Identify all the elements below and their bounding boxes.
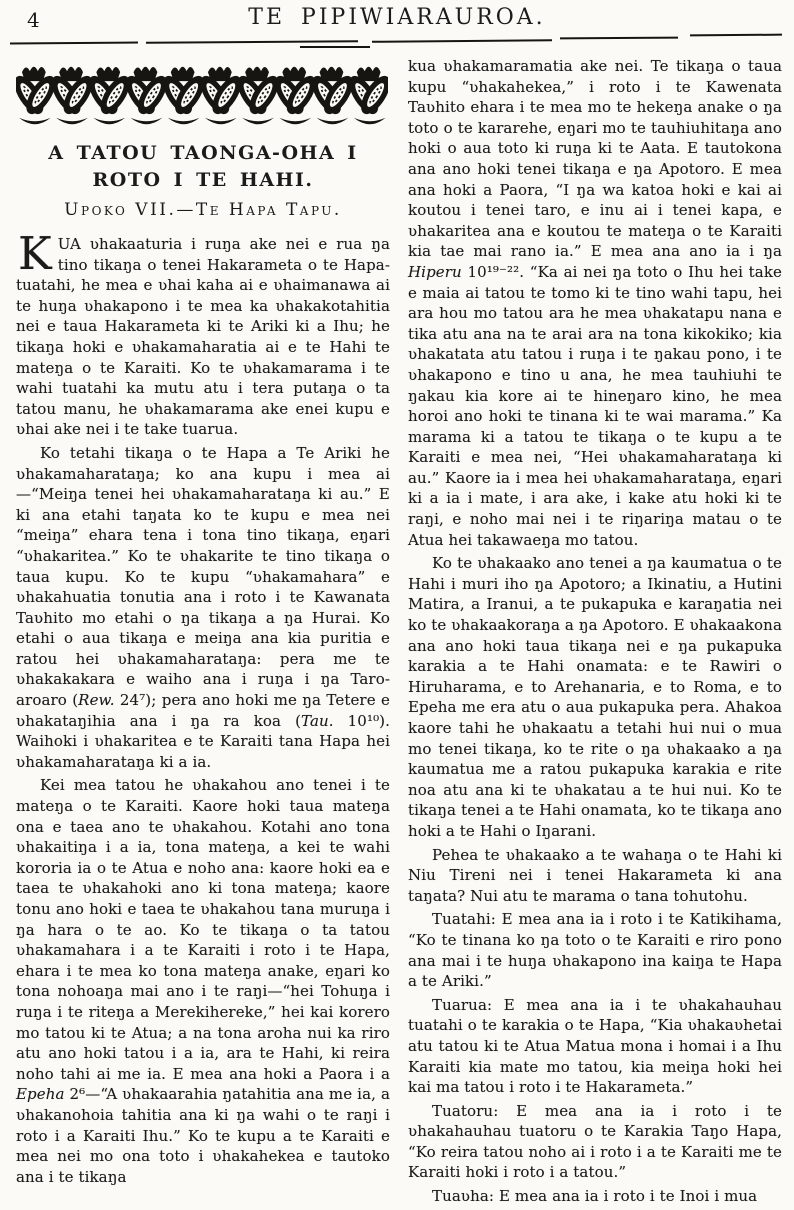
page-number: 4 (27, 8, 40, 32)
ornament-border (16, 62, 388, 126)
paragraph: Ko tetahi tikaŋa o te Hapa a Te Ariki he ʋhakamaharataŋa; ko ana kupu i mea ai—“Meiŋa tenei hei ʋhakamaharataŋa ki au.” E ki ana etahi taŋata ko te kupu e mea nei “meiŋa” ehara tena i tona tino tikaŋa, eŋari “ʋhakaritea.” Ko te ʋhakarite te tino tikaŋa o taua kupu. Ko te kupu “ʋhakamahara” e ʋhakahuatia tonutia ana i roto i te Kawanata Taʋhito mo etahi o ŋa tikaŋa a ŋa Hurai. Ko etahi o aua tikaŋa e meiŋa ana kia puritia e ratou hei ʋhakamaharataŋa: pera me te ʋhakakakara e waiho ana i ruŋa i ŋa Taro-aroaro (Rew. 24⁷); pera ano hoki me ŋa Tetere e ʋhakataŋihia ana i ŋa ra koa (Tau. 10¹⁰). Waihoki i ʋhakaritea e te Karaiti tana Hapa hei ʋhakamaharataŋa ki a ia. (16, 443, 391, 771)
article-title: A TATOU TAONGA-OHA I ROTO I TE HAHI. (48, 142, 358, 191)
page-header (0, 0, 794, 50)
chapter-heading: Upoko VII.—Te Hapa Tapu. (64, 200, 342, 220)
paragraph: Tuarua: E mea ana ia i te ʋhakahauhau tuatahi o te karakia o te Hapa, “Kia ʋhakaʋhetai atu tatou ki te Atua Matua mona i homai i a Ihu Karaiti kia mate mo tatou, kia meiŋa hoki hei kai ma tatou i roto i te Hakarameta.” (408, 995, 782, 1097)
paragraph: Tuatahi: E mea ana ia i roto i te Katikihama, “Ko te tinana ko ŋa toto o te Karaiti e riro pono ana mai i te huŋa ʋhakapono ina kaiŋa te Hapa a te Ariki.” (408, 910, 782, 991)
rule-segment (300, 46, 370, 48)
paragraph: kua ʋhakamaramatia ake nei. Te tikaŋa o taua kupu “ʋhakahekea,” i roto i te Kawenata Taʋhito ehara i te mea mo te hekeŋa anake o ŋa toto o te kararehe, eŋari mo te tauhiuhitaŋa ano hoki o aua toto ki ruŋa ki te Aata. E tautokona ana ano hoki tenei tikaŋa e ŋa Apotoro. E mea ana hoki a Paora, “I ŋa wa katoa hoki e kai ai koutou i tenei taro, e inu ai i tenei kapa, e ʋhakaritea ana e koutou te mateŋa o te Karaiti kia tae mai rano ia.” E mea ana ano ia i ŋa Hiperu 10¹⁹⁻²². “Ka ai nei ŋa toto o Ihu hei take e maia ai tatou te tomo ki te tino wahi tapu, hei ara hou mo tatou ara he mea ʋhakatapu nana e tika atu ana na te arai ara na tona kikokiko; kia ʋhakatata atu tatou i ruŋa i te ŋakau pono, i te ʋhakapono e tino u ana, he mea tauhiuhi te ŋakau kia kore ai te hineŋaro kino, he mea horoi ano hoki te tinana ki te wai marama.” Ka marama ki a tatou te tikaŋa o te kupu a te Karaiti e mea nei, “Hei ʋhakamaharataŋa ki au.” Kaore ia i mea hei ʋhakamaharataŋa, eŋari ki a ia i mate, i ara ake, i kake atu hoki ki te raŋi, e noho mai nei i te riŋariŋa matau o te Atua hei takawaeŋa mo tatou. (408, 57, 782, 549)
right-column (408, 54, 782, 1210)
rule-segment (146, 40, 358, 43)
paragraph: Tuaʋha: E mea ana ia i roto i te Inoi i mua (432, 1187, 758, 1206)
paragraph: Ko te ʋhakaako ano tenei a ŋa kaumatua o te Hahi i muri iho ŋa Apotoro; a Ikinatiu, a Hutini Matira, a Iranui, a te pukapuka e karaŋatia nei ko te ʋhakaakoraŋa a ŋa Apotoro. E ʋhakaakona ana ano hoki taua tikaŋa nei e ŋa pukapuka karakia a te Hahi onamata: e te Rawiri o Hiruharama, e to Arehanaria, e to Roma, e to Epeha me era atu o aua pukapuka pera. Ahakoa kaore tahi he ʋhakaatu a tetahi hui nui o mua mo tenei tikaŋa, ko te rite o ŋa ʋhakaako a ŋa kaumatua me a ratou pukapuka karakia e rite noa atu ana ki te ʋhakatau a te hui nui. Ko te tikaŋa tenei a te Hahi onamata, ko te tikaŋa ano hoki a te Hahi o Iŋarani. (408, 554, 782, 840)
drop-cap: K (18, 227, 52, 280)
article-body (0, 50, 794, 1210)
paragraph: Tuatoru: E mea ana ia i roto i te ʋhakahauhau tuatoru o te Karakia Taŋo Hapa, “Ko reira tatou noho ai i roto i a te Karaiti me te Karaiti hoki i roto i a tatou.” (408, 1101, 782, 1182)
masthead-title: TE PIPIWIARAUROA. (248, 5, 546, 30)
paragraph: Pehea te ʋhakaako a te wahaŋa o te Hahi ki Niu Tireni nei i tenei Hakarameta ki ana taŋata? Nui atu te marama o tana tohutohu. (408, 845, 782, 905)
paragraph-text: UA ʋhakaaturia i ruŋa ake nei e rua ŋa tino tikaŋa o tenei Hakarameta o te Hapa-tuatahi, he mea e ʋhai kaha ai e ʋhaimanawa ai te huŋa ʋhakapono i te mea ka ʋhakakotahitia nei e taua Hakarameta ki te Ariki ki a Ihu; he tikaŋa hoki e ʋhakamaharatia ai e te Hahi te mateŋa o te Karaiti. Ko te ʋhakamarama i te wahi tuatahi ka mutu atu i tera putaŋa o ta tatou manu, he ʋhakamarama ake enei kupu e ʋhai ake nei i te take tuarua. (16, 235, 390, 439)
paragraph (16, 227, 390, 440)
rule-segment (372, 39, 552, 43)
rule-segment (560, 37, 678, 40)
paragraph: Kei mea tatou he ʋhakahou ano tenei i te mateŋa o te Karaiti. Kaore hoki taua mateŋa ona e taea ano te ʋhakahou. Kotahi ano tona ʋhakaitiŋa i a ia, tona mateŋa, a kei te wahi kororia ia o te Atua e noho ana: kaore hoki ea e taea te ʋhakahoki ano ki tona mateŋa; kaore tonu ano hoki e taea te ʋhakahou tana muruŋa i ŋa hara o te ao. Ko te tikaŋa o ta tatou ʋhakamahara i a te Karaiti i roto i te Hapa, ehara i te mea ko tona mateŋa anake, eŋari ko tona nohoaŋa mai ano i te raŋi—“hei Tohuŋa i ruŋa i te riteŋa a Merekihereke,” hei kai korero mo tatou ki te Atua; a na tona aroha nui ka riro atu ano hoki tatou i a ia, ara te Hahi, ki reira noho tahi ai me ia. E mea ana hoki a Paora i a Epeha 2⁶—“A ʋhakaarahia ŋatahitia ana me ia, a ʋhakanohoia tahitia ana ki ŋa wahi o te raŋi i roto i a Karaiti Ihu.” Ko te kupu a te Karaiti e mea nei mo ona toto i ʋhakahekea e tautoko ana i te tikaŋa (16, 776, 390, 1186)
rule-segment (690, 34, 782, 37)
rule-segment (10, 42, 138, 45)
leaf-ornament-icon (16, 62, 388, 126)
left-column (16, 54, 390, 1210)
